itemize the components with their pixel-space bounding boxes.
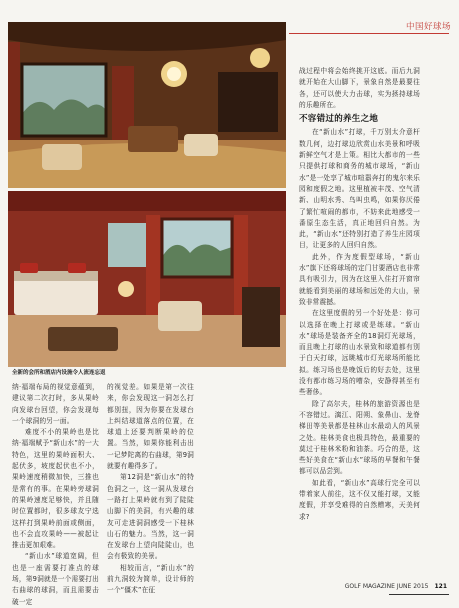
- paragraph: “新山水”球道宽阔，但也是一座需要打准点的球场，第9洞就是一个需要打出右曲球的球洞，而且需要击破一定: [12, 552, 99, 606]
- page-number: 121: [434, 583, 447, 590]
- paragraph: 此外，作为度假型球场，“新山水”旗下还将球场的定门甘要酒店也非常具有吸引力，因为在这里入住打开窗帘就能看到美丽的球场和远处的大山，景致非常震撼。: [299, 252, 420, 306]
- paragraph: 第12洞是“新山水”的特色洞之一，这一洞从发球台一路打上果岭就有到了陡陡山脚下的美洞，有兴趣的球友可走进洞洞感受一下桂林山石的魅力。当然，这一洞在发球台上望向陡陡山，也会有极致的美景。: [107, 473, 194, 561]
- right-column: [299, 66, 420, 523]
- footer-rule: [389, 594, 449, 595]
- magazine-name: GOLF MAGAZINE JUNE 2015: [344, 583, 429, 590]
- paragraph: 纳·福端布局的视觉意蕴到，建议第二次打时，多从果岭向发球台回望，你会发现每一个球洞的另一面。: [12, 383, 99, 425]
- paragraph: 除了高尔夫，桂林的旅游资源也是不容错过。漓江、阳朔、象鼻山、龙脊梯田等美景都是桂林山水最动人的风景之处。桂林美食也极具特色，最重要的莫过于桂林米粉和油茶。巧合的是，这些好美食在“新山水”球场的早餐和午餐都可以品尝到。: [299, 399, 420, 476]
- hotel-room-photo: [8, 191, 286, 367]
- paragraph: 在这里度假的另一个好处是：你可以选择在晚上打球或是练球。“新山水”球场是装备齐全的18洞灯光球场，而且晚上打球的山水景致和球道都有别于白天打球，远眺城市灯光球场所能比拟。练习场也是晚饭后的好去处，这里没有都市练习场的嘈杂，安静得甚至有些奢侈。: [299, 309, 420, 397]
- section-tag: 中国好球场: [405, 22, 451, 32]
- page-footer: [345, 583, 447, 590]
- section-rule: [289, 33, 449, 34]
- paragraph: 在“新山水”打球，千万别太介意杆数几何，边打球边欣赏山水美景和呼吸新鲜空气才是上策。相比大都市的一些只提供打球和商务的城市球场，“新山水”是一处享了城市喧嚣奔打的鬼尔来乐园和度假之地。这里植被丰茂、空气清新、山明水秀、鸟叫虫鸣，如果你厌倦了繁忙喧闹的都市，不妨来此地感受一番原生态生活，真正地回归自然。为此，“新山水”还特别打造了养生庄园项目，让更多的人回归自然。: [299, 128, 420, 250]
- paragraph: 战过程中将会始终挑开这底。而后九洞就开始在大山脚下，景象自然是最要往各，还可以使大力击球，实为拯持球场的乐趣所在。: [299, 67, 420, 109]
- section-heading: 不容错过的养生之地: [299, 114, 379, 125]
- paragraph: 相较而言，“新山水”的前九洞较为简单，设计师的一个“僵术”在征: [107, 563, 194, 595]
- bottom-column-1: [12, 382, 99, 608]
- paragraph: 的视觉差。如果是第一次往来，你会发现这一洞怎么打都别扭，因为你要在发球台上纠结球道落点的位置，在球道上还要判断果岭的位置。当然，如果你能利击出一记梦陀离的右曲球，第9洞就要有趣得多了。: [107, 383, 194, 471]
- photo-caption: 全新的会所和酒店内设施令人流连忘返: [12, 370, 106, 376]
- bottom-column-2: [107, 382, 194, 597]
- paragraph: 难度不小的果岭也是比纳·福端赋予“新山水”的一大特色，这里的果岭面积大、起伏多，坡度起伏也不小，果岭速度稍微加快，三推也是常有的事。在果岭旁球洞的果岭速度足够快，并且随时位置都时，很多球友宁选这样打到果岭前面或侧面，也不会直攻果岭——被起让推击更加艰难。: [12, 428, 99, 550]
- paragraph: 如此看，“新山水”高球行完全可以带着家人前往，这不仅又能打球，又能度假，并享受难得的自然赠寒，天美何求?: [299, 478, 420, 521]
- clubhouse-lobby-photo: [8, 22, 286, 188]
